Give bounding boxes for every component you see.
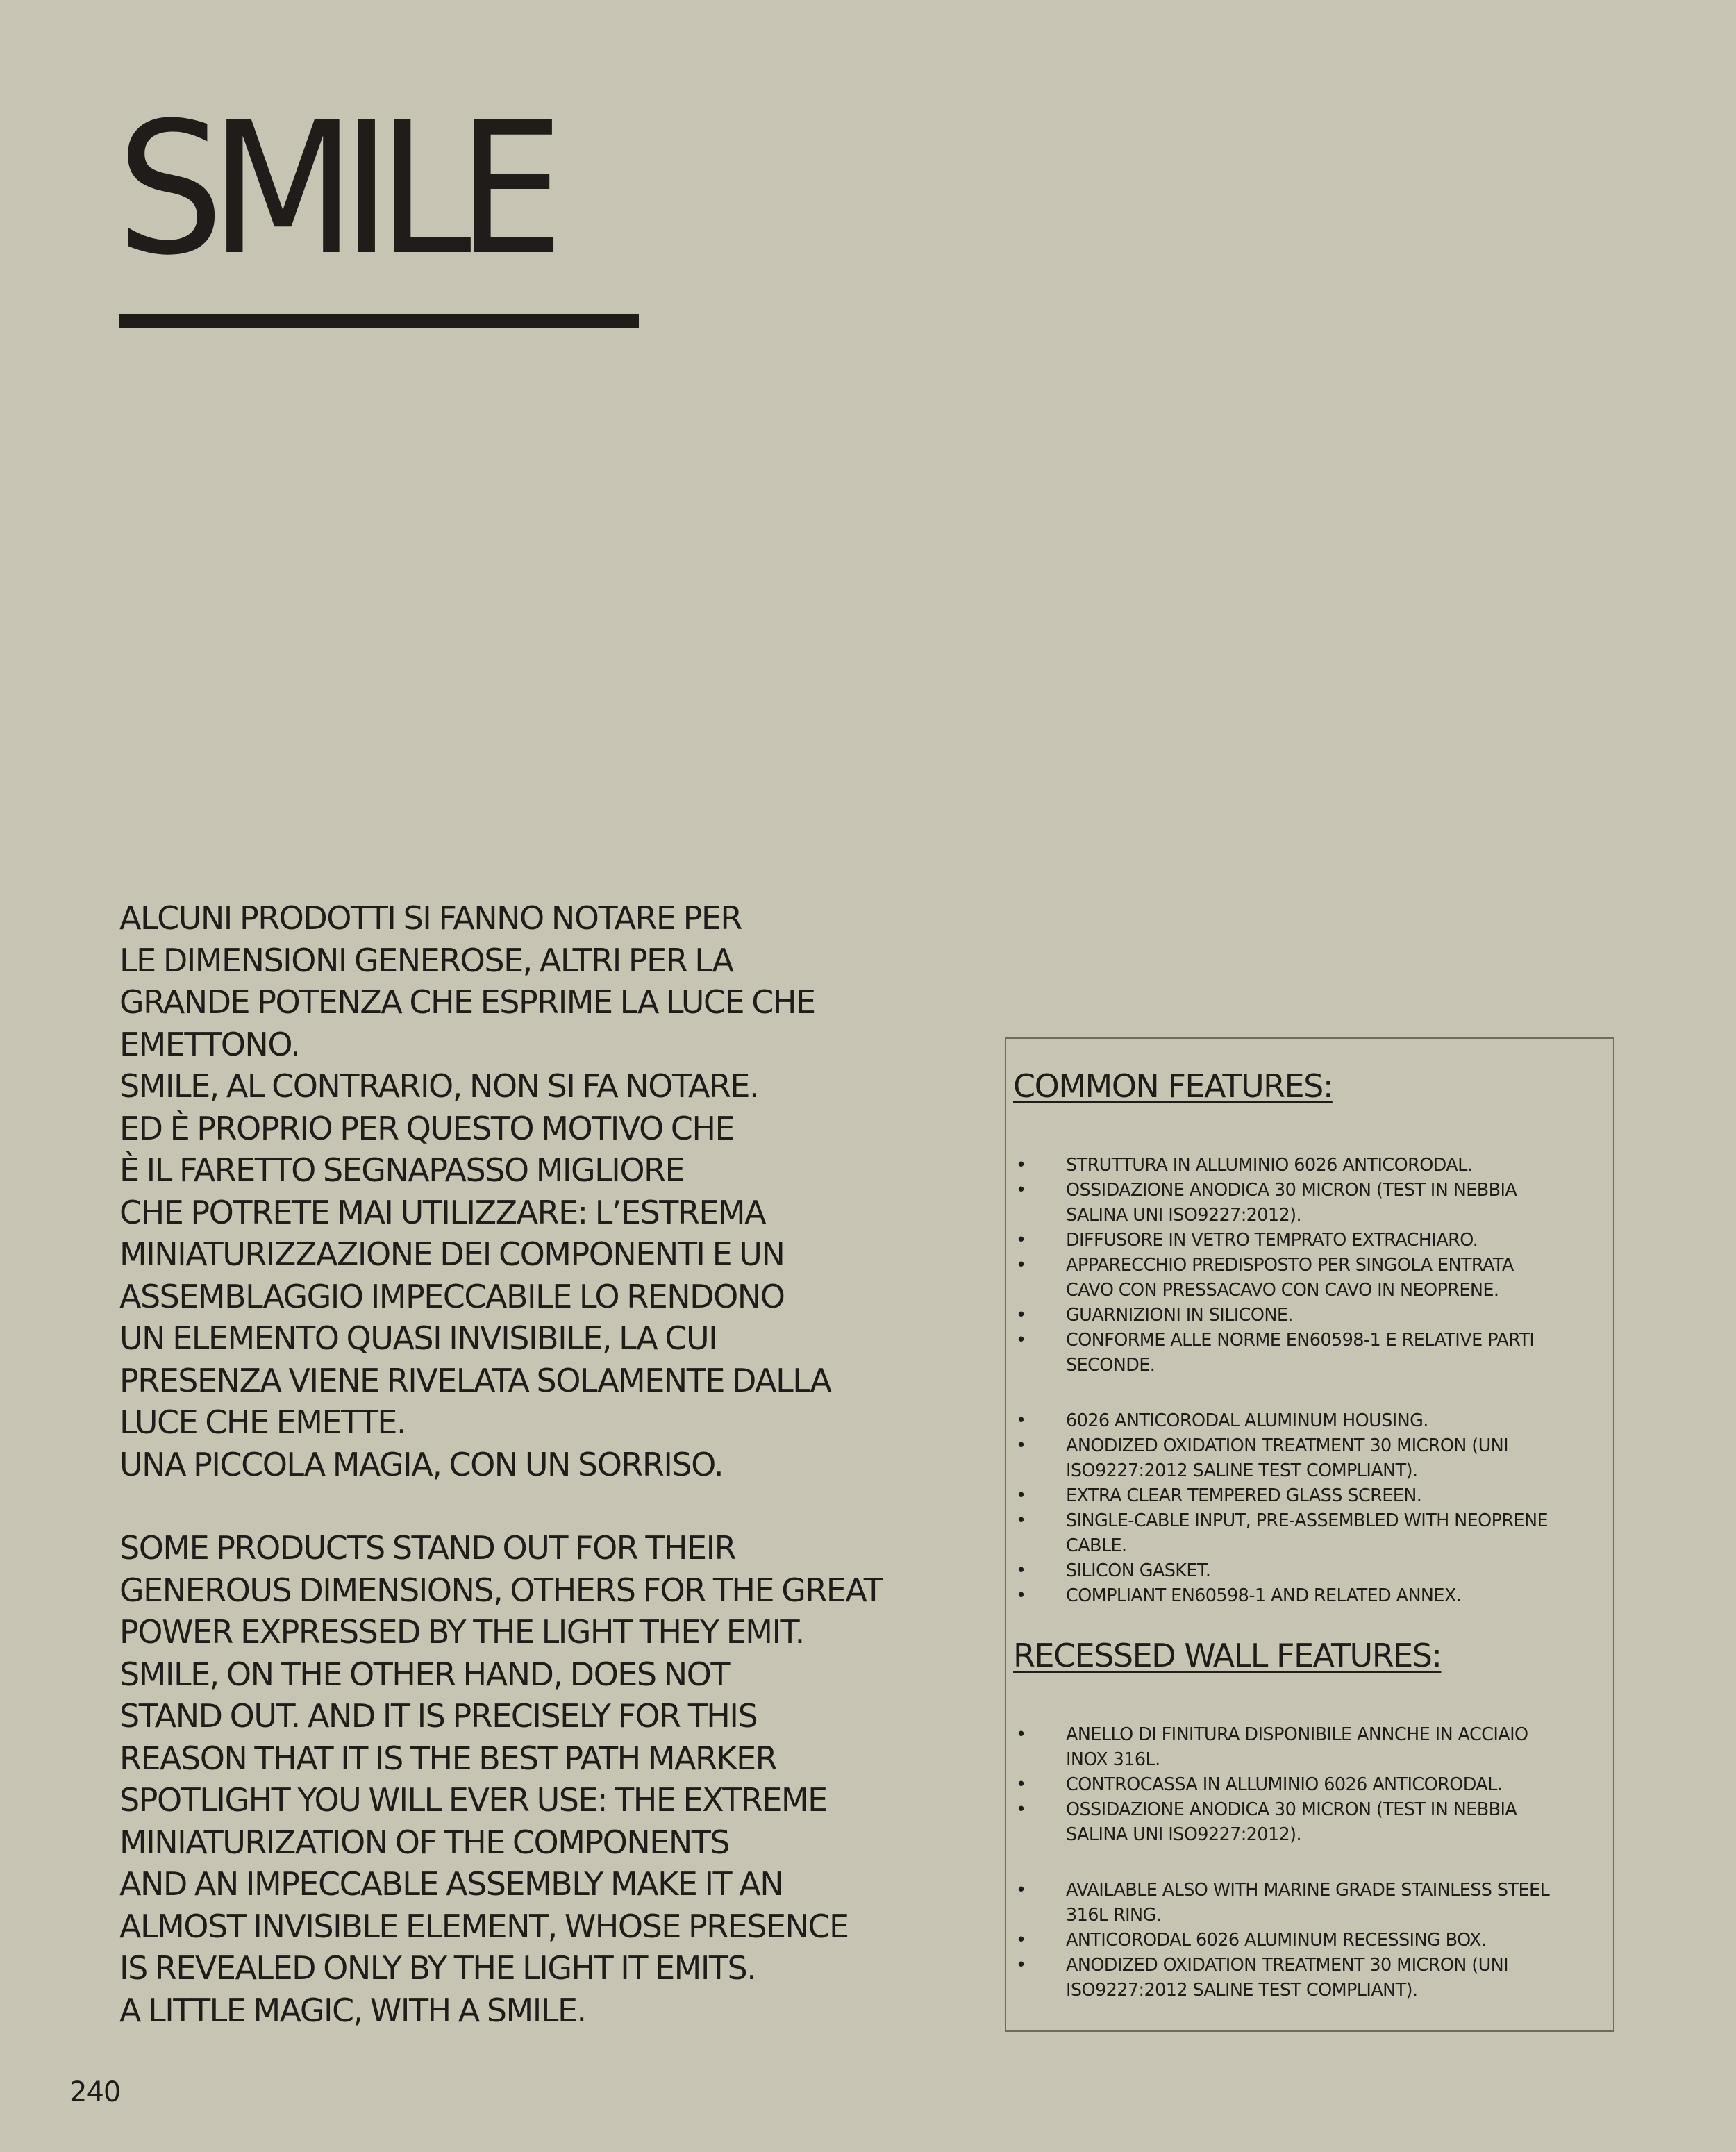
description-line: PRESENZA VIENE RIVELATA SOLAMENTE DALLA [119, 1361, 831, 1399]
feature-text: ANELLO DI FINITURA DISPONIBILE ANNCHE IN ACCIAIO [1066, 1724, 1528, 1745]
description-line: REASON THAT IT IS THE BEST PATH MARKER [119, 1739, 777, 1777]
description-line: È IL FARETTO SEGNAPASSO MIGLIORE [119, 1151, 685, 1189]
feature-text: APPARECCHIO PREDISPOSTO PER SINGOLA ENTRATA [1066, 1255, 1514, 1276]
common-features-list-en [1013, 1408, 1596, 1608]
feature-item [1013, 1558, 1596, 1583]
feature-item [1013, 1583, 1596, 1608]
feature-text: ANODIZED OXIDATION TREATMENT 30 MICRON (UNI [1066, 1435, 1509, 1456]
bullet-icon: • [1016, 1180, 1026, 1201]
product-description [119, 897, 918, 2031]
feature-item [1013, 1303, 1596, 1328]
description-line: SMILE, AL CONTRARIO, NON SI FA NOTARE. [119, 1067, 759, 1105]
feature-item [1013, 1508, 1596, 1558]
bullet-icon: • [1016, 1585, 1026, 1606]
bullet-icon: • [1016, 1930, 1026, 1951]
feature-item [1013, 1928, 1596, 1953]
description-line: SOME PRODUCTS STAND OUT FOR THEIR [119, 1529, 736, 1567]
description-line: UN ELEMENTO QUASI INVISIBILE, LA CUI [119, 1319, 717, 1357]
feature-item [1013, 1722, 1596, 1772]
description-line: CHE POTRETE MAI UTILIZZARE: L’ESTREMA [119, 1193, 766, 1231]
bullet-icon: • [1016, 1435, 1026, 1456]
description-line: SMILE, ON THE OTHER HAND, DOES NOT [119, 1655, 729, 1693]
description-line: GRANDE POTENZA CHE ESPRIME LA LUCE CHE [119, 983, 815, 1021]
feature-text: SALINA UNI ISO9227:2012). [1066, 1205, 1302, 1226]
feature-item [1013, 1253, 1596, 1303]
feature-text: COMPLIANT EN60598-1 AND RELATED ANNEX. [1066, 1585, 1462, 1606]
description-line: GENEROUS DIMENSIONS, OTHERS FOR THE GREAT [119, 1571, 883, 1609]
description-line: ALCUNI PRODOTTI SI FANNO NOTARE PER [119, 899, 742, 937]
feature-item [1013, 1433, 1596, 1483]
bullet-icon: • [1016, 1485, 1026, 1506]
feature-text: ISO9227:2012 SALINE TEST COMPLIANT). [1066, 1980, 1418, 2001]
description-line: ASSEMBLAGGIO IMPECCABILE LO RENDONO [119, 1277, 785, 1315]
feature-text: OSSIDAZIONE ANODICA 30 MICRON (TEST IN NEBBIA [1066, 1799, 1517, 1820]
feature-text: EXTRA CLEAR TEMPERED GLASS SCREEN. [1066, 1485, 1422, 1506]
bullet-icon: • [1016, 1155, 1026, 1176]
description-line: EMETTONO. [119, 1025, 300, 1063]
description-line: STAND OUT. AND IT IS PRECISELY FOR THIS [119, 1697, 758, 1735]
feature-item [1013, 1797, 1596, 1847]
description-line: MINIATURIZATION OF THE COMPONENTS [119, 1823, 730, 1861]
feature-text: STRUTTURA IN ALLUMINIO 6026 ANTICORODAL. [1066, 1155, 1473, 1176]
bullet-icon: • [1016, 1330, 1026, 1351]
bullet-icon: • [1016, 1230, 1026, 1251]
recessed-features-list-it [1013, 1722, 1596, 1847]
feature-text: INOX 316L. [1066, 1749, 1160, 1770]
feature-text: GUARNIZIONI IN SILICONE. [1066, 1305, 1293, 1326]
feature-text: AVAILABLE ALSO WITH MARINE GRADE STAINLESS STEEL [1066, 1880, 1550, 1901]
description-line: UNA PICCOLA MAGIA, CON UN SORRISO. [119, 1445, 724, 1483]
feature-text: CONFORME ALLE NORME EN60598-1 E RELATIVE PARTI [1066, 1330, 1535, 1351]
feature-text: OSSIDAZIONE ANODICA 30 MICRON (TEST IN NEBBIA [1066, 1180, 1517, 1201]
feature-text: DIFFUSORE IN VETRO TEMPRATO EXTRACHIARO. [1066, 1230, 1478, 1251]
feature-item [1013, 1483, 1596, 1508]
description-line: ED È PROPRIO PER QUESTO MOTIVO CHE [119, 1109, 735, 1147]
bullet-icon: • [1016, 1880, 1026, 1901]
feature-text: CONTROCASSA IN ALLUMINIO 6026 ANTICORODAL. [1066, 1774, 1503, 1795]
bullet-icon: • [1016, 1560, 1026, 1581]
description-line: AND AN IMPECCABLE ASSEMBLY MAKE IT AN [119, 1865, 783, 1903]
feature-item [1013, 1772, 1596, 1797]
feature-text: ANODIZED OXIDATION TREATMENT 30 MICRON (UNI [1066, 1955, 1509, 1976]
feature-text: CAVO CON PRESSACAVO CON CAVO IN NEOPRENE. [1066, 1280, 1499, 1301]
feature-text: SALINA UNI ISO9227:2012). [1066, 1824, 1302, 1845]
title-underline [119, 314, 639, 328]
common-features-heading: COMMON FEATURES: [1013, 1067, 1333, 1105]
description-line: IS REVEALED ONLY BY THE LIGHT IT EMITS. [119, 1949, 756, 1987]
feature-item [1013, 1953, 1596, 2003]
feature-item [1013, 1328, 1596, 1378]
description-line: POWER EXPRESSED BY THE LIGHT THEY EMIT. [119, 1613, 804, 1651]
description-line: SPOTLIGHT YOU WILL EVER USE: THE EXTREME [119, 1781, 827, 1819]
common-features-list-it [1013, 1153, 1596, 1378]
paragraph-gap [119, 1485, 918, 1527]
bullet-icon: • [1016, 1255, 1026, 1276]
feature-item [1013, 1228, 1596, 1253]
description-line: LUCE CHE EMETTE. [119, 1403, 406, 1441]
feature-item [1013, 1153, 1596, 1178]
feature-item [1013, 1408, 1596, 1433]
bullet-icon: • [1016, 1774, 1026, 1795]
description-line: A LITTLE MAGIC, WITH A SMILE. [119, 1991, 586, 2029]
feature-text: ANTICORODAL 6026 ALUMINUM RECESSING BOX. [1066, 1930, 1487, 1951]
bullet-icon: • [1016, 1799, 1026, 1820]
feature-item [1013, 1178, 1596, 1228]
description-line: LE DIMENSIONI GENEROSE, ALTRI PER LA [119, 941, 733, 979]
feature-text: ISO9227:2012 SALINE TEST COMPLIANT). [1066, 1460, 1418, 1481]
feature-text: SECONDE. [1066, 1355, 1155, 1376]
feature-text: SINGLE-CABLE INPUT, PRE-ASSEMBLED WITH NEOPRENE [1066, 1510, 1549, 1531]
description-line: ALMOST INVISIBLE ELEMENT, WHOSE PRESENCE [119, 1907, 849, 1945]
bullet-icon: • [1016, 1955, 1026, 1976]
recessed-features-list-en [1013, 1878, 1596, 2003]
product-title: SMILE [117, 83, 551, 295]
bullet-icon: • [1016, 1724, 1026, 1745]
feature-item [1013, 1878, 1596, 1928]
feature-text: SILICON GASKET. [1066, 1560, 1211, 1581]
bullet-icon: • [1016, 1305, 1026, 1326]
recessed-features-heading: RECESSED WALL FEATURES: [1013, 1637, 1442, 1674]
feature-text: 6026 ANTICORODAL ALUMINUM HOUSING. [1066, 1410, 1428, 1431]
page-number: 240 [69, 2076, 121, 2108]
description-line: MINIATURIZZAZIONE DEI COMPONENTI E UN [119, 1235, 785, 1273]
feature-text: CABLE. [1066, 1535, 1127, 1556]
bullet-icon: • [1016, 1410, 1026, 1431]
bullet-icon: • [1016, 1510, 1026, 1531]
feature-text: 316L RING. [1066, 1905, 1162, 1926]
